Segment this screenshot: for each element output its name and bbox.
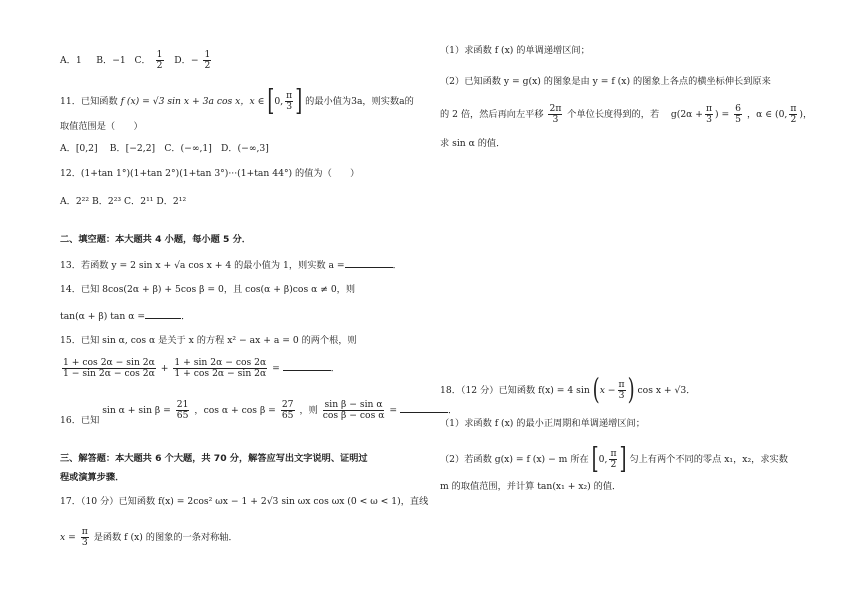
q11-options: A．[0,2] B．[−2,2] C．(−∞,1] D．(−∞,3]	[60, 143, 269, 154]
section-2-heading: 二、填空题：本大题共 4 小题，每小题 5 分．	[60, 234, 251, 245]
q11-stem-line2: 取值范围是（ ）	[60, 121, 143, 132]
section-3-heading-line1: 三、解答题：本大题共 6 个大题，共 70 分，解答应写出文字说明、证明过	[60, 453, 368, 464]
q17-line1: 17．（10 分）已知函数 f(x) = 2cos² ωx − 1 + 2√3 sin ωx cos ωx (0 < ω < 1)，直线	[60, 496, 429, 507]
q15-line1: 15．已知 sin α, cos α 是关于 x 的方程 x² − ax + a = 0 的两个根，则	[60, 335, 357, 346]
q15-fraction-1: $\frac{1 + \cos 2\alpha - \sin 2\alpha}{1 - \sin 2\alpha - \cos 2\alpha}$	[63, 357, 155, 379]
q17-line2: x = $\frac{\pi}{3}$ 是函数 f (x) 的图象的一条对称轴．	[60, 526, 238, 548]
q18-part1: （1）求函数 f (x) 的最小正周期和单调递增区间；	[440, 418, 645, 429]
q15-answer-blank[interactable]	[283, 361, 331, 371]
q10-option-d-fraction: $\frac{1}{2}$	[204, 49, 211, 71]
q14-answer-blank[interactable]	[145, 309, 181, 319]
q15-fraction-2: $\frac{1 + \sin 2\alpha - \cos 2\alpha}{1 + \cos 2\alpha - \sin 2\alpha}$	[174, 357, 267, 379]
q18-part2-line1: （2）若函数 g(x) = f (x) − m 所在 [0, $\frac{\pi}{2}$ ] 匀上有两个不同的零点 x₁，x₂，求实数	[440, 441, 788, 476]
q18-part2-line2: m 的取值范围，并计算 tan(x₁ + x₂) 的值．	[440, 481, 622, 492]
q17-part2-line3: 求 sin α 的值．	[440, 138, 506, 149]
q12-stem: 12．(1+tan 1°)(1+tan 2°)(1+tan 3°)···(1+tan 44°) 的值为（ ）	[60, 168, 360, 179]
q17-part2-line1: （2）已知函数 y = g(x) 的图象是由 y = f (x) 的图象上各点的横坐标伸长到原来	[440, 76, 771, 87]
q13-answer-blank[interactable]	[345, 258, 393, 268]
q17-part1: （1）求函数 f (x) 的单调递增区间；	[440, 45, 590, 56]
q13: 13．若函数 y = 2 sin x + √a cos x + 4 的最小值为 1，则实数 a = ．	[60, 260, 402, 271]
q17-part2-line2: 的 2 倍，然后再向左平移 $\frac{2\pi}{3}$ 个单位长度得到的，若 g(2α + $\frac{\pi}{3}$ ) = $\frac{6}{5}$ ，α ∈ (0, $\frac{\pi}{2}$ )，	[440, 103, 813, 125]
q14-line2: tan(α + β) tan α = ．	[60, 311, 191, 322]
section-3-heading-line2: 程或演算步骤．	[60, 472, 125, 483]
q10-options	[60, 50, 213, 71]
q14-line1: 14．已知 8cos(2α + β) + 5cos β = 0，且 cos(α + β)cos α ≠ 0，则	[60, 284, 356, 295]
q18-stem: 18．（12 分）已知函数 f(x) = 4 sin (x − $\frac{\pi}{3}$ ) cos x + √3．	[440, 372, 696, 407]
q12-options: A．2²² B．2²³ C．2¹¹ D．2¹²	[60, 196, 187, 207]
q11-stem: 11．已知函数 f (x) = √3 sin x + 3a cos x，x ∈ [0, $\frac{\pi}{3}$ ] 的最小值为3a，则实数a的	[60, 83, 414, 118]
q10-option-c-fraction: $\frac{1}{2}$	[156, 49, 163, 71]
q16-answer-blank[interactable]	[400, 403, 448, 413]
q10-option-a: A．1	[60, 55, 82, 66]
q15-expression: $\frac{1 + \cos 2\alpha - \sin 2\alpha}{1 - \sin 2\alpha - \cos 2\alpha}$ + $\frac{1 + \sin 2\alpha - \cos 2\alpha}{1 + \cos 2\alpha - \sin 2\alpha}$ = ．	[63, 357, 340, 379]
q16: 16．已知 sin α + sin β = $\frac{21}{65}$ ，cos α + cos β = $\frac{27}{65}$ ，则 $\frac{\text{sin β − sin α}}{\text{cos β − cos α}}$ = ．	[60, 399, 458, 426]
q10-option-c: C．	[134, 55, 151, 66]
q10-option-d: D．−	[174, 55, 199, 66]
q10-option-b: B．−1	[96, 55, 126, 66]
